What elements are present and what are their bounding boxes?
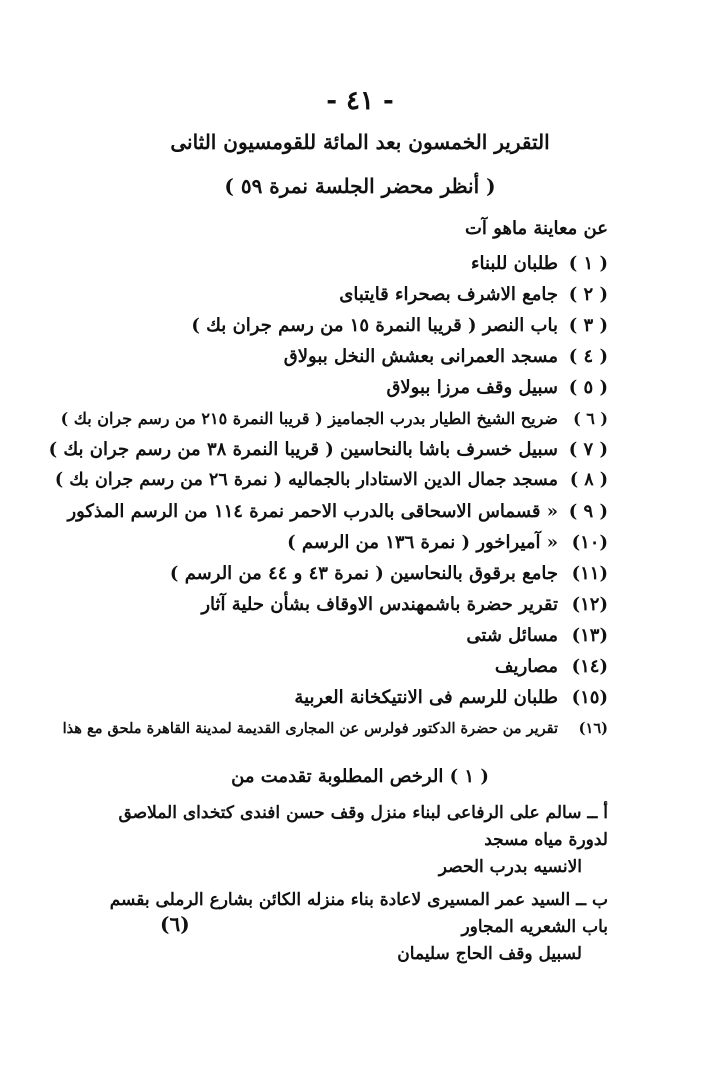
item-number: (١٥)	[571, 687, 608, 708]
item-number: ( ٨ )	[569, 470, 608, 490]
item-text: مصاريف	[494, 656, 558, 677]
item-text: طلبان للرسم فى الانتيكخانة العربية	[294, 687, 558, 708]
intro-line: عن معاينة ماهو آت	[464, 218, 608, 239]
permit-entry	[108, 800, 608, 881]
agenda-item	[48, 558, 608, 589]
session-reference: ( أنظر محضر الجلسة نمرة ٥٩ )	[224, 174, 496, 198]
section-heading: ( ١ ) الرخص المطلوبة تقدمت من	[231, 766, 489, 787]
item-number: ( ١ )	[568, 253, 608, 274]
item-text: تقرير حضرة باشمهندس الاوقاف بشأن حلية آثار	[201, 594, 558, 615]
agenda-list	[48, 248, 608, 744]
item-number: ( ٢ )	[568, 284, 608, 305]
item-number: ( ٧ )	[568, 439, 608, 460]
item-number: (١١)	[571, 563, 608, 584]
item-text: مسائل شتى	[466, 625, 558, 646]
agenda-item	[48, 341, 608, 372]
entry-line: ب ــ السيد عمر المسيرى لاعادة بناء منزله الكائن بشارع الرملى بقسم باب الشعريه المجاور	[109, 890, 608, 937]
footer-mark: (٦)	[160, 912, 190, 936]
item-number: (١٢)	[571, 594, 608, 615]
item-number: (١٦)	[578, 720, 608, 737]
entry-line: أ ــ سالم على الرفاعى لبناء منزل وقف حسن افندى كتخداى الملاصق لدورة مياه مسجد	[118, 803, 608, 850]
item-number: (١٣)	[571, 625, 608, 646]
agenda-item	[48, 589, 608, 620]
agenda-item	[48, 682, 608, 713]
item-text: جامع برقوق بالنحاسين ( نمرة ٤٣ و ٤٤ من الرسم )	[169, 563, 558, 584]
item-number: ( ٤ )	[568, 346, 608, 367]
agenda-item	[48, 403, 608, 434]
item-text: سبيل خسرف باشا بالنحاسين ( قريبا النمرة ٣٨ من رسم جران بك )	[48, 439, 558, 460]
agenda-item	[48, 496, 608, 527]
agenda-item	[48, 620, 608, 651]
item-text: طلبان للبناء	[471, 253, 558, 274]
agenda-item	[48, 651, 608, 682]
page-number: - ٤١ -	[326, 86, 394, 116]
agenda-item	[48, 465, 608, 496]
item-text: سبيل وقف مرزا ببولاق	[386, 377, 558, 398]
item-text: مسجد العمرانى بعشش النخل ببولاق	[283, 346, 558, 367]
item-number: ( ٥ )	[568, 377, 608, 398]
agenda-item	[48, 713, 608, 744]
report-title: التقرير الخمسون بعد المائة للقومسيون الثانى	[170, 130, 550, 154]
agenda-item	[48, 527, 608, 558]
item-text: « آميراخور ( نمرة ١٣٦ من الرسم )	[287, 532, 558, 553]
agenda-item	[48, 434, 608, 465]
entry-continuation: لسبيل وقف الحاج سليمان	[397, 944, 582, 964]
item-text: ضريح الشيخ الطيار بدرب الجماميز ( قريبا النمرة ٢١٥ من رسم جران بك )	[60, 409, 558, 428]
item-number: ( ٣ )	[568, 315, 608, 336]
item-number: (١٠)	[571, 532, 608, 553]
agenda-item	[48, 248, 608, 279]
item-number: ( ٩ )	[568, 501, 608, 522]
item-text: جامع الاشرف بصحراء قايتباى	[339, 284, 558, 305]
item-text: باب النصر ( قريبا النمرة ١٥ من رسم جران بك )	[191, 315, 558, 336]
item-text: مسجد جمال الدين الاستادار بالجماليه ( نمرة ٢٦ من رسم جران بك )	[54, 470, 558, 490]
item-number: ( ٦ )	[573, 409, 608, 428]
agenda-item	[48, 310, 608, 341]
entry-continuation: الانسيه بدرب الحصر	[438, 857, 582, 877]
item-text: « قسماس الاسحاقى بالدرب الاحمر نمرة ١١٤ من الرسم المذكور	[67, 501, 558, 522]
permit-requests	[108, 800, 608, 974]
agenda-item	[48, 372, 608, 403]
agenda-item	[48, 279, 608, 310]
item-number: (١٤)	[571, 656, 608, 677]
item-text: تقرير من حضرة الدكتور فولرس عن المجارى القديمة لمدينة القاهرة ملحق مع هذا	[62, 720, 558, 737]
